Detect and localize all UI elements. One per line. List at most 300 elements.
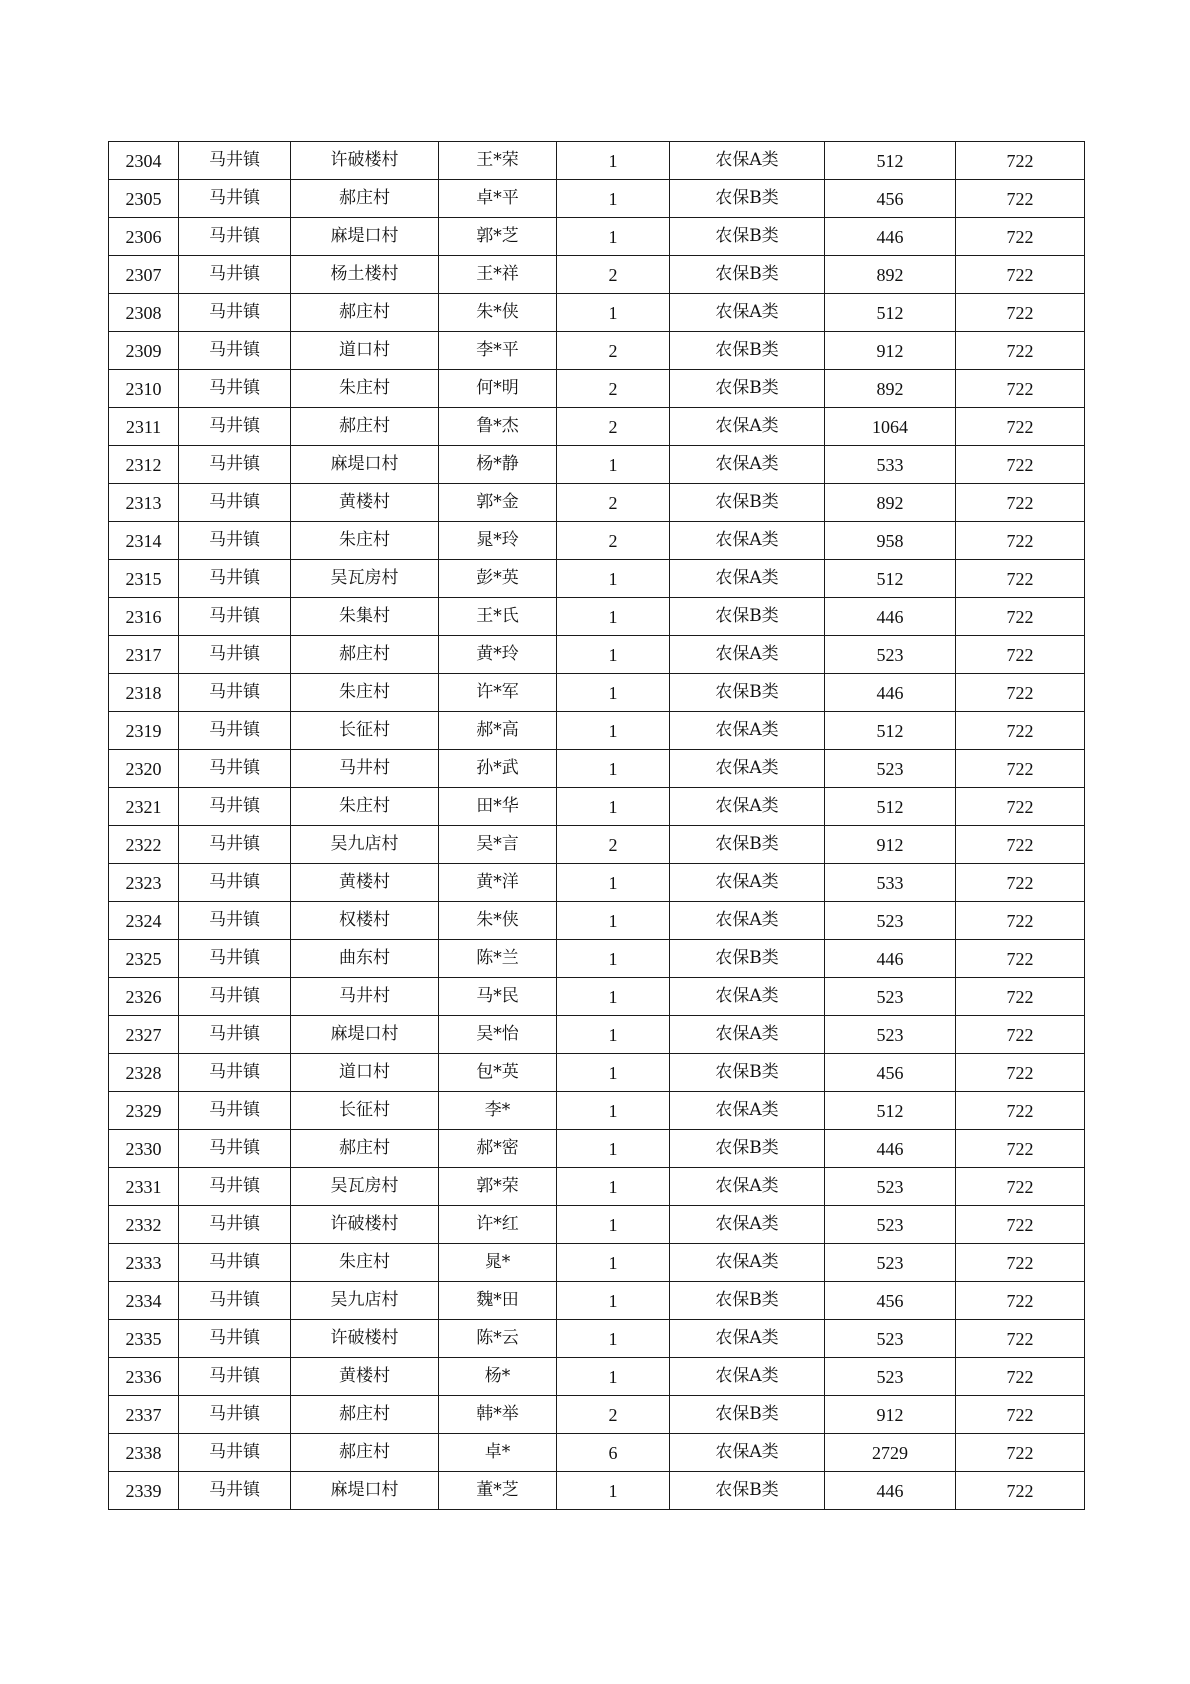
table-row: [109, 332, 1085, 370]
name-cell: 杨*静: [439, 446, 557, 484]
category-cell: 农保A类: [670, 788, 825, 826]
village-cell: 朱庄村: [291, 788, 439, 826]
category-cell: 农保B类: [670, 826, 825, 864]
village-cell: 许破楼村: [291, 1206, 439, 1244]
household-size-cell: 1: [557, 1054, 670, 1092]
household-size-cell: 1: [557, 750, 670, 788]
village-cell: 朱庄村: [291, 1244, 439, 1282]
household-size-cell: 1: [557, 1206, 670, 1244]
amount-cell: 892: [825, 370, 956, 408]
category-cell: 农保B类: [670, 598, 825, 636]
serial-number-cell: 2339: [109, 1472, 179, 1510]
town-cell: 马井镇: [179, 1434, 291, 1472]
serial-number-cell: 2330: [109, 1130, 179, 1168]
standard-cell: 722: [956, 370, 1085, 408]
amount-cell: 446: [825, 940, 956, 978]
household-size-cell: 2: [557, 522, 670, 560]
serial-number-cell: 2308: [109, 294, 179, 332]
serial-number-cell: 2304: [109, 142, 179, 180]
serial-number-cell: 2307: [109, 256, 179, 294]
standard-cell: 722: [956, 1434, 1085, 1472]
household-size-cell: 1: [557, 978, 670, 1016]
table-row: [109, 1016, 1085, 1054]
amount-cell: 456: [825, 1054, 956, 1092]
name-cell: 晁*玲: [439, 522, 557, 560]
table-row: [109, 1244, 1085, 1282]
category-cell: 农保A类: [670, 864, 825, 902]
household-size-cell: 1: [557, 1320, 670, 1358]
household-size-cell: 1: [557, 598, 670, 636]
serial-number-cell: 2315: [109, 560, 179, 598]
category-cell: 农保B类: [670, 1130, 825, 1168]
town-cell: 马井镇: [179, 826, 291, 864]
standard-cell: 722: [956, 180, 1085, 218]
village-cell: 郝庄村: [291, 1130, 439, 1168]
category-cell: 农保A类: [670, 142, 825, 180]
amount-cell: 512: [825, 142, 956, 180]
household-size-cell: 2: [557, 370, 670, 408]
category-cell: 农保A类: [670, 712, 825, 750]
standard-cell: 722: [956, 598, 1085, 636]
amount-cell: 523: [825, 978, 956, 1016]
table-row: [109, 1130, 1085, 1168]
town-cell: 马井镇: [179, 332, 291, 370]
name-cell: 王*氏: [439, 598, 557, 636]
amount-cell: 446: [825, 1472, 956, 1510]
town-cell: 马井镇: [179, 940, 291, 978]
name-cell: 杨*: [439, 1358, 557, 1396]
category-cell: 农保A类: [670, 636, 825, 674]
category-cell: 农保A类: [670, 408, 825, 446]
serial-number-cell: 2317: [109, 636, 179, 674]
standard-cell: 722: [956, 864, 1085, 902]
serial-number-cell: 2323: [109, 864, 179, 902]
standard-cell: 722: [956, 902, 1085, 940]
town-cell: 马井镇: [179, 1130, 291, 1168]
table-row: [109, 1472, 1085, 1510]
town-cell: 马井镇: [179, 978, 291, 1016]
village-cell: 朱集村: [291, 598, 439, 636]
category-cell: 农保B类: [670, 1472, 825, 1510]
category-cell: 农保A类: [670, 1092, 825, 1130]
village-cell: 郝庄村: [291, 1396, 439, 1434]
table-row: [109, 826, 1085, 864]
standard-cell: 722: [956, 1396, 1085, 1434]
household-size-cell: 1: [557, 1168, 670, 1206]
name-cell: 卓*: [439, 1434, 557, 1472]
name-cell: 郝*高: [439, 712, 557, 750]
household-size-cell: 1: [557, 294, 670, 332]
village-cell: 朱庄村: [291, 370, 439, 408]
name-cell: 郭*荣: [439, 1168, 557, 1206]
household-size-cell: 1: [557, 1244, 670, 1282]
table-row: [109, 294, 1085, 332]
town-cell: 马井镇: [179, 370, 291, 408]
household-size-cell: 6: [557, 1434, 670, 1472]
village-cell: 郝庄村: [291, 636, 439, 674]
serial-number-cell: 2335: [109, 1320, 179, 1358]
serial-number-cell: 2306: [109, 218, 179, 256]
table-row: [109, 446, 1085, 484]
standard-cell: 722: [956, 1244, 1085, 1282]
household-size-cell: 1: [557, 864, 670, 902]
name-cell: 吴*言: [439, 826, 557, 864]
standard-cell: 722: [956, 788, 1085, 826]
name-cell: 朱*侠: [439, 902, 557, 940]
category-cell: 农保A类: [670, 1168, 825, 1206]
amount-cell: 512: [825, 712, 956, 750]
town-cell: 马井镇: [179, 788, 291, 826]
town-cell: 马井镇: [179, 218, 291, 256]
category-cell: 农保B类: [670, 674, 825, 712]
amount-cell: 912: [825, 332, 956, 370]
name-cell: 郭*芝: [439, 218, 557, 256]
category-cell: 农保B类: [670, 370, 825, 408]
table-row: [109, 1168, 1085, 1206]
table-row: [109, 408, 1085, 446]
town-cell: 马井镇: [179, 522, 291, 560]
category-cell: 农保A类: [670, 560, 825, 598]
category-cell: 农保A类: [670, 978, 825, 1016]
serial-number-cell: 2320: [109, 750, 179, 788]
table-row: [109, 370, 1085, 408]
serial-number-cell: 2322: [109, 826, 179, 864]
standard-cell: 722: [956, 256, 1085, 294]
amount-cell: 912: [825, 1396, 956, 1434]
name-cell: 陈*云: [439, 1320, 557, 1358]
table-row: [109, 978, 1085, 1016]
household-size-cell: 1: [557, 1358, 670, 1396]
table-row: [109, 1320, 1085, 1358]
category-cell: 农保B类: [670, 940, 825, 978]
serial-number-cell: 2327: [109, 1016, 179, 1054]
household-size-cell: 2: [557, 256, 670, 294]
standard-cell: 722: [956, 218, 1085, 256]
town-cell: 马井镇: [179, 446, 291, 484]
category-cell: 农保B类: [670, 1396, 825, 1434]
table-row: [109, 1054, 1085, 1092]
name-cell: 吴*怡: [439, 1016, 557, 1054]
village-cell: 吴九店村: [291, 826, 439, 864]
town-cell: 马井镇: [179, 750, 291, 788]
household-size-cell: 1: [557, 1472, 670, 1510]
category-cell: 农保A类: [670, 1244, 825, 1282]
serial-number-cell: 2305: [109, 180, 179, 218]
town-cell: 马井镇: [179, 1054, 291, 1092]
village-cell: 杨土楼村: [291, 256, 439, 294]
amount-cell: 512: [825, 788, 956, 826]
name-cell: 卓*平: [439, 180, 557, 218]
standard-cell: 722: [956, 1358, 1085, 1396]
serial-number-cell: 2310: [109, 370, 179, 408]
serial-number-cell: 2316: [109, 598, 179, 636]
village-cell: 吴瓦房村: [291, 1168, 439, 1206]
amount-cell: 512: [825, 294, 956, 332]
standard-cell: 722: [956, 446, 1085, 484]
serial-number-cell: 2311: [109, 408, 179, 446]
household-size-cell: 1: [557, 180, 670, 218]
standard-cell: 722: [956, 142, 1085, 180]
category-cell: 农保A类: [670, 1358, 825, 1396]
town-cell: 马井镇: [179, 864, 291, 902]
category-cell: 农保A类: [670, 294, 825, 332]
table-row: [109, 712, 1085, 750]
village-cell: 吴九店村: [291, 1282, 439, 1320]
town-cell: 马井镇: [179, 1016, 291, 1054]
table-row: [109, 674, 1085, 712]
amount-cell: 958: [825, 522, 956, 560]
household-size-cell: 2: [557, 408, 670, 446]
name-cell: 王*荣: [439, 142, 557, 180]
table-row: [109, 1282, 1085, 1320]
name-cell: 魏*田: [439, 1282, 557, 1320]
table-row: [109, 940, 1085, 978]
category-cell: 农保A类: [670, 1016, 825, 1054]
name-cell: 黄*玲: [439, 636, 557, 674]
standard-cell: 722: [956, 522, 1085, 560]
household-size-cell: 1: [557, 902, 670, 940]
village-cell: 郝庄村: [291, 1434, 439, 1472]
town-cell: 马井镇: [179, 636, 291, 674]
household-size-cell: 1: [557, 446, 670, 484]
amount-cell: 456: [825, 1282, 956, 1320]
serial-number-cell: 2331: [109, 1168, 179, 1206]
name-cell: 晁*: [439, 1244, 557, 1282]
village-cell: 黄楼村: [291, 1358, 439, 1396]
category-cell: 农保B类: [670, 218, 825, 256]
standard-cell: 722: [956, 826, 1085, 864]
standard-cell: 722: [956, 1282, 1085, 1320]
household-size-cell: 1: [557, 1016, 670, 1054]
serial-number-cell: 2334: [109, 1282, 179, 1320]
standard-cell: 722: [956, 408, 1085, 446]
household-size-cell: 1: [557, 1092, 670, 1130]
village-cell: 道口村: [291, 332, 439, 370]
name-cell: 李*: [439, 1092, 557, 1130]
table-body: [109, 142, 1085, 1510]
amount-cell: 523: [825, 1206, 956, 1244]
town-cell: 马井镇: [179, 484, 291, 522]
table-row: [109, 1434, 1085, 1472]
serial-number-cell: 2333: [109, 1244, 179, 1282]
village-cell: 郝庄村: [291, 294, 439, 332]
table-row: [109, 636, 1085, 674]
town-cell: 马井镇: [179, 902, 291, 940]
amount-cell: 533: [825, 446, 956, 484]
serial-number-cell: 2326: [109, 978, 179, 1016]
standard-cell: 722: [956, 750, 1085, 788]
category-cell: 农保A类: [670, 750, 825, 788]
household-size-cell: 2: [557, 332, 670, 370]
category-cell: 农保A类: [670, 1206, 825, 1244]
category-cell: 农保B类: [670, 180, 825, 218]
standard-cell: 722: [956, 332, 1085, 370]
household-size-cell: 1: [557, 636, 670, 674]
standard-cell: 722: [956, 1016, 1085, 1054]
name-cell: 郝*密: [439, 1130, 557, 1168]
household-size-cell: 1: [557, 142, 670, 180]
village-cell: 曲东村: [291, 940, 439, 978]
table-row: [109, 1206, 1085, 1244]
town-cell: 马井镇: [179, 674, 291, 712]
table-row: [109, 142, 1085, 180]
serial-number-cell: 2314: [109, 522, 179, 560]
assistance-table: [108, 141, 1085, 1510]
town-cell: 马井镇: [179, 1244, 291, 1282]
household-size-cell: 1: [557, 712, 670, 750]
town-cell: 马井镇: [179, 1092, 291, 1130]
town-cell: 马井镇: [179, 712, 291, 750]
category-cell: 农保A类: [670, 902, 825, 940]
serial-number-cell: 2332: [109, 1206, 179, 1244]
town-cell: 马井镇: [179, 142, 291, 180]
serial-number-cell: 2313: [109, 484, 179, 522]
village-cell: 郝庄村: [291, 408, 439, 446]
household-size-cell: 1: [557, 674, 670, 712]
table-row: [109, 180, 1085, 218]
village-cell: 长征村: [291, 1092, 439, 1130]
table-row: [109, 1092, 1085, 1130]
serial-number-cell: 2324: [109, 902, 179, 940]
name-cell: 许*红: [439, 1206, 557, 1244]
village-cell: 马井村: [291, 750, 439, 788]
amount-cell: 512: [825, 560, 956, 598]
table-row: [109, 788, 1085, 826]
serial-number-cell: 2321: [109, 788, 179, 826]
town-cell: 马井镇: [179, 294, 291, 332]
serial-number-cell: 2325: [109, 940, 179, 978]
name-cell: 田*华: [439, 788, 557, 826]
town-cell: 马井镇: [179, 256, 291, 294]
town-cell: 马井镇: [179, 1282, 291, 1320]
name-cell: 王*祥: [439, 256, 557, 294]
household-size-cell: 2: [557, 1396, 670, 1434]
standard-cell: 722: [956, 484, 1085, 522]
table-row: [109, 218, 1085, 256]
amount-cell: 2729: [825, 1434, 956, 1472]
serial-number-cell: 2337: [109, 1396, 179, 1434]
standard-cell: 722: [956, 1054, 1085, 1092]
category-cell: 农保B类: [670, 484, 825, 522]
amount-cell: 523: [825, 902, 956, 940]
serial-number-cell: 2328: [109, 1054, 179, 1092]
name-cell: 黄*洋: [439, 864, 557, 902]
name-cell: 陈*兰: [439, 940, 557, 978]
name-cell: 郭*金: [439, 484, 557, 522]
standard-cell: 722: [956, 1472, 1085, 1510]
amount-cell: 892: [825, 256, 956, 294]
table-row: [109, 484, 1085, 522]
serial-number-cell: 2329: [109, 1092, 179, 1130]
serial-number-cell: 2336: [109, 1358, 179, 1396]
village-cell: 郝庄村: [291, 180, 439, 218]
amount-cell: 523: [825, 750, 956, 788]
amount-cell: 446: [825, 598, 956, 636]
amount-cell: 446: [825, 218, 956, 256]
amount-cell: 533: [825, 864, 956, 902]
amount-cell: 446: [825, 674, 956, 712]
household-size-cell: 1: [557, 218, 670, 256]
name-cell: 李*平: [439, 332, 557, 370]
amount-cell: 523: [825, 1358, 956, 1396]
village-cell: 麻堤口村: [291, 218, 439, 256]
amount-cell: 892: [825, 484, 956, 522]
household-size-cell: 1: [557, 940, 670, 978]
village-cell: 朱庄村: [291, 674, 439, 712]
town-cell: 马井镇: [179, 598, 291, 636]
village-cell: 吴瓦房村: [291, 560, 439, 598]
category-cell: 农保B类: [670, 256, 825, 294]
amount-cell: 523: [825, 636, 956, 674]
standard-cell: 722: [956, 294, 1085, 332]
serial-number-cell: 2319: [109, 712, 179, 750]
village-cell: 许破楼村: [291, 1320, 439, 1358]
table-row: [109, 522, 1085, 560]
town-cell: 马井镇: [179, 180, 291, 218]
standard-cell: 722: [956, 1320, 1085, 1358]
town-cell: 马井镇: [179, 1320, 291, 1358]
village-cell: 马井村: [291, 978, 439, 1016]
category-cell: 农保B类: [670, 1054, 825, 1092]
village-cell: 长征村: [291, 712, 439, 750]
name-cell: 韩*举: [439, 1396, 557, 1434]
town-cell: 马井镇: [179, 1396, 291, 1434]
standard-cell: 722: [956, 940, 1085, 978]
name-cell: 孙*武: [439, 750, 557, 788]
amount-cell: 456: [825, 180, 956, 218]
village-cell: 麻堤口村: [291, 1472, 439, 1510]
village-cell: 麻堤口村: [291, 446, 439, 484]
town-cell: 马井镇: [179, 408, 291, 446]
household-size-cell: 1: [557, 1282, 670, 1320]
town-cell: 马井镇: [179, 1168, 291, 1206]
household-size-cell: 1: [557, 560, 670, 598]
name-cell: 鲁*杰: [439, 408, 557, 446]
table-row: [109, 560, 1085, 598]
amount-cell: 523: [825, 1016, 956, 1054]
standard-cell: 722: [956, 636, 1085, 674]
standard-cell: 722: [956, 560, 1085, 598]
table-row: [109, 256, 1085, 294]
village-cell: 朱庄村: [291, 522, 439, 560]
amount-cell: 1064: [825, 408, 956, 446]
standard-cell: 722: [956, 674, 1085, 712]
standard-cell: 722: [956, 712, 1085, 750]
village-cell: 黄楼村: [291, 484, 439, 522]
amount-cell: 523: [825, 1320, 956, 1358]
village-cell: 黄楼村: [291, 864, 439, 902]
town-cell: 马井镇: [179, 1472, 291, 1510]
serial-number-cell: 2309: [109, 332, 179, 370]
category-cell: 农保B类: [670, 1282, 825, 1320]
table-row: [109, 1396, 1085, 1434]
village-cell: 许破楼村: [291, 142, 439, 180]
village-cell: 道口村: [291, 1054, 439, 1092]
name-cell: 包*英: [439, 1054, 557, 1092]
amount-cell: 446: [825, 1130, 956, 1168]
name-cell: 彭*英: [439, 560, 557, 598]
household-size-cell: 1: [557, 1130, 670, 1168]
table-row: [109, 1358, 1085, 1396]
standard-cell: 722: [956, 1206, 1085, 1244]
amount-cell: 512: [825, 1092, 956, 1130]
town-cell: 马井镇: [179, 1358, 291, 1396]
amount-cell: 523: [825, 1168, 956, 1206]
name-cell: 董*芝: [439, 1472, 557, 1510]
category-cell: 农保A类: [670, 446, 825, 484]
table-row: [109, 902, 1085, 940]
serial-number-cell: 2318: [109, 674, 179, 712]
